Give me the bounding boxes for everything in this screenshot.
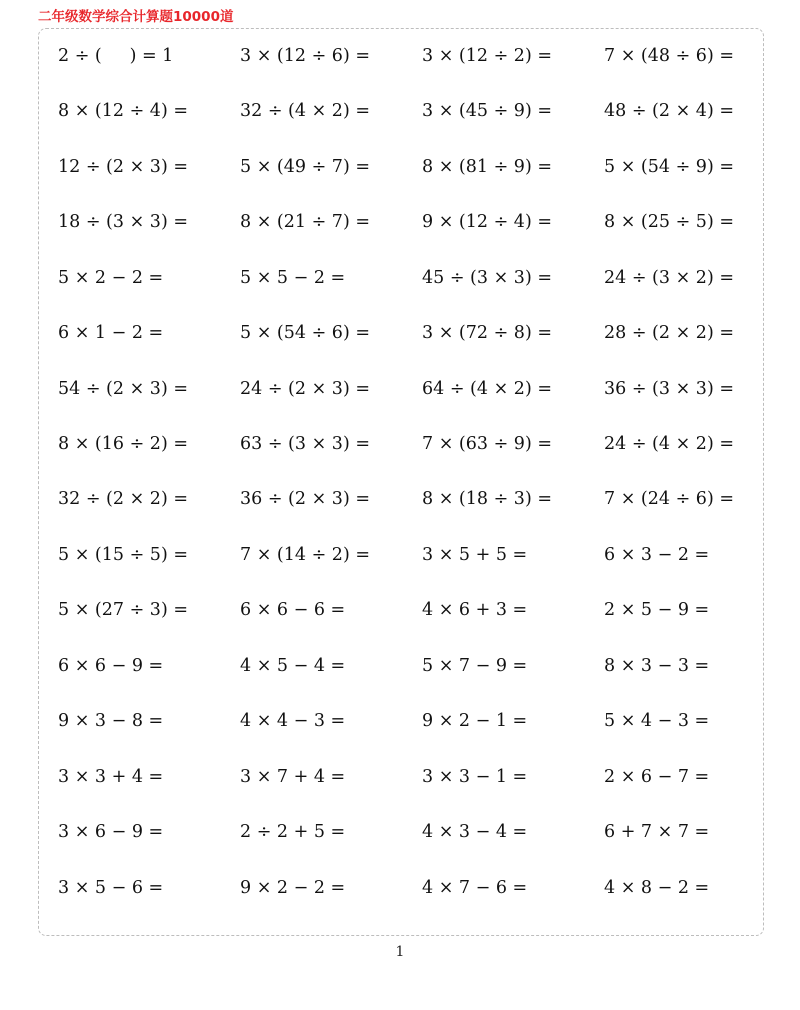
problem-item: 3 × (12 ÷ 2) = [422, 45, 552, 66]
page-number: 1 [395, 944, 405, 960]
problem-item: 45 ÷ (3 × 3) = [422, 267, 552, 288]
problem-item: 4 × 5 − 4 = [240, 655, 346, 676]
problem-item: 3 × 3 + 4 = [58, 766, 164, 787]
problem-row [58, 639, 788, 694]
problem-item: 5 × 4 − 3 = [604, 711, 710, 732]
problem-item: 8 × (18 ÷ 3) = [422, 489, 552, 510]
problem-item: 9 × 2 − 2 = [240, 877, 346, 898]
problem-item: 3 × 3 − 1 = [422, 766, 528, 787]
problem-item: 7 × (63 ÷ 9) = [422, 434, 552, 455]
problem-grid [58, 29, 788, 916]
problem-item: 3 × (45 ÷ 9) = [422, 101, 552, 122]
problem-item: 3 × 5 − 6 = [58, 877, 164, 898]
problem-item: 3 × (12 ÷ 6) = [240, 45, 370, 66]
problem-item: 5 × 5 − 2 = [240, 267, 346, 288]
problem-row [58, 306, 788, 361]
worksheet-title: 二年级数学综合计算题10000道 [38, 9, 234, 25]
problem-item: 6 × 1 − 2 = [58, 323, 164, 344]
problem-item: 6 × 3 − 2 = [604, 544, 710, 565]
problem-item: 8 × (21 ÷ 7) = [240, 212, 370, 233]
problem-item: 24 ÷ (4 × 2) = [604, 434, 734, 455]
problem-row [58, 195, 788, 250]
problem-item: 9 × 2 − 1 = [422, 711, 528, 732]
problem-item: 5 × (54 ÷ 9) = [604, 156, 734, 177]
problem-item: 5 × (27 ÷ 3) = [58, 600, 188, 621]
problem-item: 54 ÷ (2 × 3) = [58, 378, 188, 399]
problem-item: 6 + 7 × 7 = [604, 822, 710, 843]
problem-item: 4 × 3 − 4 = [422, 822, 528, 843]
problem-item: 5 × (49 ÷ 7) = [240, 156, 370, 177]
problem-item: 8 × (12 ÷ 4) = [58, 101, 188, 122]
problem-row [58, 473, 788, 528]
problem-item: 2 × 5 − 9 = [604, 600, 710, 621]
problem-item: 3 × 7 + 4 = [240, 766, 346, 787]
problem-item: 2 ÷ ( ) = 1 [58, 45, 174, 66]
problem-item: 4 × 7 − 6 = [422, 877, 528, 898]
problem-item: 8 × (25 ÷ 5) = [604, 212, 734, 233]
problem-item: 64 ÷ (4 × 2) = [422, 378, 552, 399]
problem-item: 7 × (48 ÷ 6) = [604, 45, 734, 66]
problem-item: 5 × (54 ÷ 6) = [240, 323, 370, 344]
problem-item: 18 ÷ (3 × 3) = [58, 212, 188, 233]
problem-row [58, 29, 788, 84]
problem-item: 4 × 4 − 3 = [240, 711, 346, 732]
problem-item: 2 × 6 − 7 = [604, 766, 710, 787]
problem-item: 9 × 3 − 8 = [58, 711, 164, 732]
problem-item: 28 ÷ (2 × 2) = [604, 323, 734, 344]
problem-item: 32 ÷ (4 × 2) = [240, 101, 370, 122]
problem-item: 6 × 6 − 9 = [58, 655, 164, 676]
problem-item: 24 ÷ (2 × 3) = [240, 378, 370, 399]
problem-item: 7 × (14 ÷ 2) = [240, 544, 370, 565]
problem-item: 8 × 3 − 3 = [604, 655, 710, 676]
problem-item: 63 ÷ (3 × 3) = [240, 434, 370, 455]
problem-row [58, 805, 788, 860]
problem-item: 9 × (12 ÷ 4) = [422, 212, 552, 233]
problem-item: 4 × 8 − 2 = [604, 877, 710, 898]
problem-row [58, 140, 788, 195]
problem-row [58, 528, 788, 583]
problem-item: 3 × 6 − 9 = [58, 822, 164, 843]
problem-item: 8 × (81 ÷ 9) = [422, 156, 552, 177]
problem-row [58, 362, 788, 417]
problem-item: 36 ÷ (2 × 3) = [240, 489, 370, 510]
problem-row [58, 750, 788, 805]
problem-item: 7 × (24 ÷ 6) = [604, 489, 734, 510]
problem-row [58, 417, 788, 472]
problem-row [58, 251, 788, 306]
problem-item: 2 ÷ 2 + 5 = [240, 822, 346, 843]
problem-item: 24 ÷ (3 × 2) = [604, 267, 734, 288]
problem-item: 4 × 6 + 3 = [422, 600, 528, 621]
problem-item: 32 ÷ (2 × 2) = [58, 489, 188, 510]
problem-row [58, 583, 788, 638]
problem-item: 48 ÷ (2 × 4) = [604, 101, 734, 122]
problem-item: 6 × 6 − 6 = [240, 600, 346, 621]
problem-item: 3 × (72 ÷ 8) = [422, 323, 552, 344]
problem-item: 5 × 7 − 9 = [422, 655, 528, 676]
problem-item: 12 ÷ (2 × 3) = [58, 156, 188, 177]
problem-item: 5 × (15 ÷ 5) = [58, 544, 188, 565]
problem-row [58, 694, 788, 749]
problem-item: 3 × 5 + 5 = [422, 544, 528, 565]
problem-item: 5 × 2 − 2 = [58, 267, 164, 288]
problem-row [58, 861, 788, 916]
problem-row [58, 84, 788, 139]
problem-item: 36 ÷ (3 × 3) = [604, 378, 734, 399]
problem-item: 8 × (16 ÷ 2) = [58, 434, 188, 455]
